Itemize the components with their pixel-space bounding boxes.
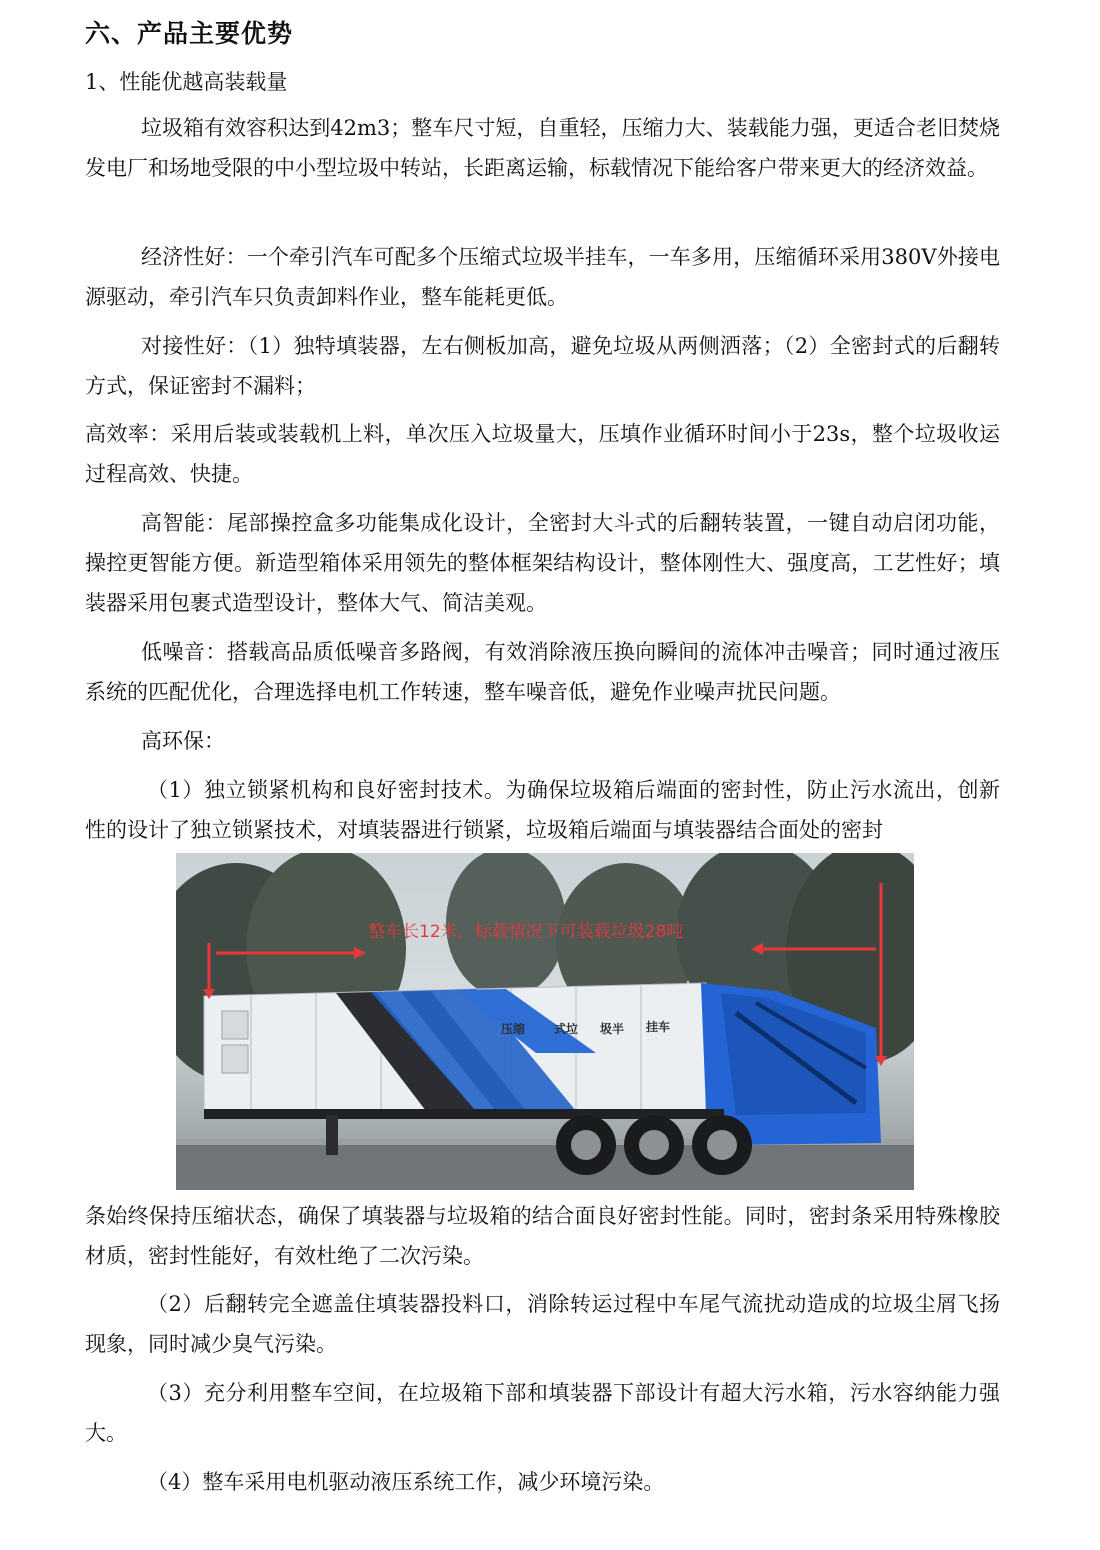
paragraph-eco-heading: 高环保： bbox=[141, 729, 225, 753]
paragraph-eco-1b: 条始终保持压缩状态，确保了填装器与垃圾箱的结合面良好密封性能。同时，密封条采用特殊橡胶材质，密封性能好，有效杜绝了二次污染。 bbox=[85, 1204, 1000, 1268]
paragraph-economy: 经济性好：一个牵引汽车可配多个压缩式垃圾半挂车，一车多用，压缩循环采用380V外接电源驱动，牵引汽车只负责卸料作业，整车能耗更低。 bbox=[85, 245, 1000, 309]
side-text-4: 挂车 bbox=[646, 1020, 671, 1034]
paragraph-low-noise: 低噪音：搭载高品质低噪音多路阀，有效消除液压换向瞬间的流体冲击噪音；同时通过液压系统的匹配优化，合理选择电机工作转速，整车噪音低，避免作业噪声扰民问题。 bbox=[85, 640, 1000, 704]
side-text-3: 圾半 bbox=[600, 1022, 625, 1036]
wheels bbox=[556, 1115, 752, 1175]
landing-gear bbox=[326, 1115, 338, 1155]
side-text-2: 式垃 bbox=[554, 1022, 579, 1036]
paragraph-intelligence: 高智能：尾部操控盒多功能集成化设计，全密封大斗式的后翻转装置，一键自动启闭功能，操控更智能方便。新造型箱体采用领先的整体框架结构设计，整体刚性大、强度高，工艺性好；填装器采用包裹式造型设计，整体大气、简洁美观。 bbox=[85, 511, 1000, 615]
paragraph-capacity: 垃圾箱有效容积达到42m3；整车尺寸短，自重轻，压缩力大、装载能力强，更适合老旧焚烧发电厂和场地受限的中小型垃圾中转站，长距离运输，标载情况下能给客户带来更大的经济效益。 bbox=[85, 116, 1000, 180]
paragraph-docking: 对接性好：（1）独特填装器，左右侧板加高，避免垃圾从两侧洒落；（2）全密封式的后翻转方式，保证密封不漏料； bbox=[85, 334, 1000, 398]
paragraph-eco-4: （4）整车采用电机驱动液压系统工作，减少环境污染。 bbox=[147, 1470, 665, 1494]
paragraph-efficiency: 高效率：采用后装或装载机上料，单次压入垃圾量大，压填作业循环时间小于23s，整个垃圾收运过程高效、快捷。 bbox=[85, 422, 1000, 486]
paragraph-eco-1a: （1）独立锁紧机构和良好密封技术。为确保垃圾箱后端面的密封性，防止污水流出，创新性的设计了独立锁紧技术，对填装器进行锁紧，垃圾箱后端面与填装器结合面处的密封 bbox=[85, 778, 1000, 842]
photo-annotation: 整车长12米，标载情况下可装载垃圾28吨 bbox=[368, 922, 684, 942]
paragraph-eco-3: （3）充分利用整车空间，在垃圾箱下部和填装器下部设计有超大污水箱，污水容纳能力强大。 bbox=[85, 1381, 1000, 1445]
road bbox=[176, 1143, 914, 1190]
paragraph-eco-2: （2）后翻转完全遮盖住填装器投料口，消除转运过程中车尾气流扰动造成的垃圾尘屑飞扬现象，同时减少臭气污染。 bbox=[85, 1292, 1000, 1356]
section-title: 六、产品主要优势 bbox=[85, 19, 294, 48]
subsection-title: 1、性能优越高装载量 bbox=[85, 70, 288, 94]
side-text-1: 压缩 bbox=[501, 1022, 526, 1036]
truck-illustration bbox=[176, 853, 914, 1190]
truck-photo bbox=[176, 853, 914, 1190]
